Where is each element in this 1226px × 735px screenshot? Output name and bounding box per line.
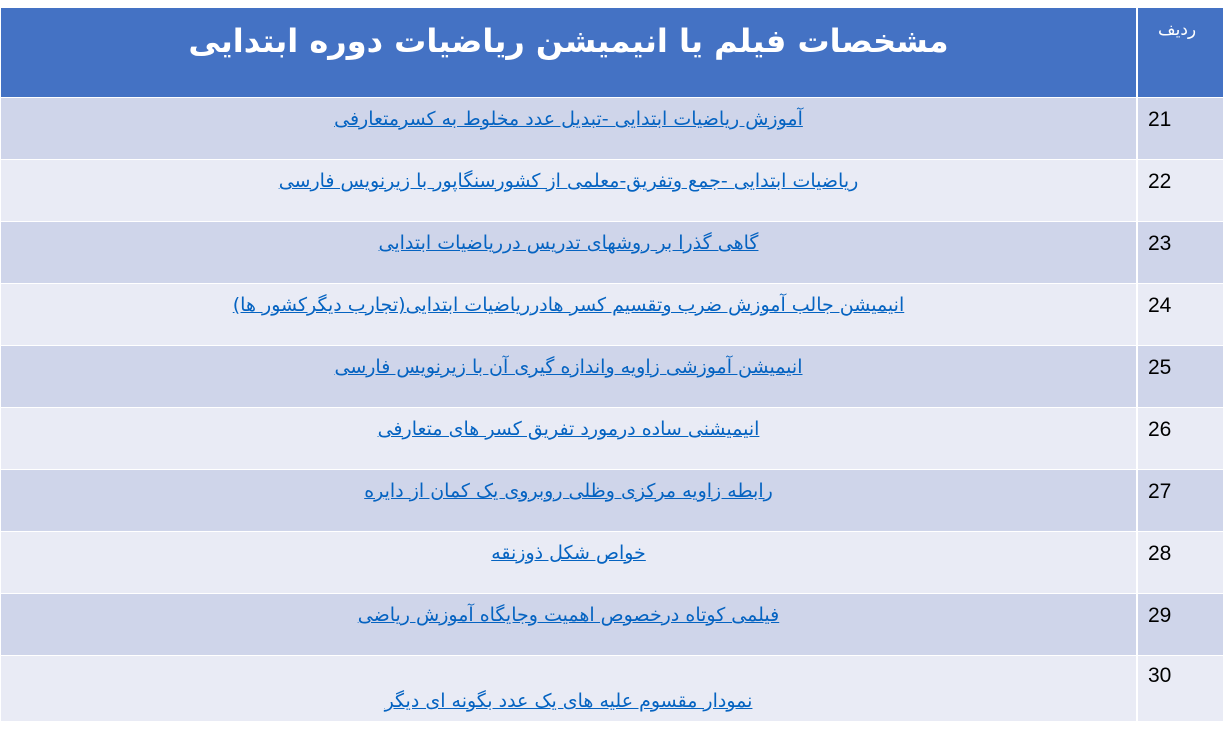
number-cell — [1138, 284, 1223, 345]
title-cell — [1, 98, 1138, 159]
number-cell — [1138, 656, 1223, 721]
title-cell — [1, 656, 1138, 721]
table-row — [1, 593, 1223, 655]
title-cell — [1, 346, 1138, 407]
number-cell — [1138, 470, 1223, 531]
table-header — [1, 8, 1223, 97]
number-cell — [1138, 408, 1223, 469]
row-number: 27 — [1148, 480, 1172, 503]
number-cell — [1138, 346, 1223, 407]
row-number: 22 — [1148, 170, 1172, 193]
video-link[interactable]: فیلمی کوتاه درخصوص اهمیت وجایگاه آموزش ریاضی — [357, 604, 780, 626]
table-row — [1, 159, 1223, 221]
table-title: مشخصات فیلم یا انیمیشن ریاضیات دوره ابتدایی — [188, 22, 949, 60]
row-number: 21 — [1148, 108, 1172, 131]
header-number-cell — [1138, 8, 1223, 97]
video-link[interactable]: نمودار مقسوم علیه های یک عدد بگونه ای دیگر — [384, 690, 753, 712]
table-row — [1, 655, 1223, 721]
title-cell — [1, 284, 1138, 345]
row-number: 24 — [1148, 294, 1172, 317]
table-row — [1, 407, 1223, 469]
title-cell — [1, 594, 1138, 655]
table-row — [1, 97, 1223, 159]
title-cell — [1, 470, 1138, 531]
number-cell — [1138, 98, 1223, 159]
video-link[interactable]: ریاضیات ابتدایی -جمع وتفریق-معلمی از کشورسنگاپور با زیرنویس فارسی — [278, 170, 859, 192]
title-cell — [1, 222, 1138, 283]
row-number-column-header: ردیف — [1158, 20, 1197, 40]
video-link[interactable]: انیمیشن جالب آموزش ضرب وتقسیم کسر هادرریاضیات ابتدایی(تجارب دیگرکشور ها) — [232, 294, 905, 316]
row-number: 30 — [1148, 664, 1172, 687]
table-row — [1, 345, 1223, 407]
number-cell — [1138, 160, 1223, 221]
row-number: 28 — [1148, 542, 1172, 565]
title-cell — [1, 160, 1138, 221]
row-number: 26 — [1148, 418, 1172, 441]
table-row — [1, 221, 1223, 283]
table-row — [1, 283, 1223, 345]
video-link[interactable]: گاهی گذرا بر روشهای تدریس درریاضیات ابتدایی — [378, 232, 759, 254]
video-link[interactable]: رابطه زاویه مرکزی وظلی روبروی یک کمان از دایره — [364, 480, 773, 502]
title-cell — [1, 408, 1138, 469]
number-cell — [1138, 594, 1223, 655]
title-cell — [1, 532, 1138, 593]
video-link[interactable]: انیمیشنی ساده درمورد تفریق کسر های متعارفی — [377, 418, 760, 440]
table-row — [1, 531, 1223, 593]
video-link[interactable]: خواص شکل ذوزنقه — [491, 542, 646, 564]
table-row — [1, 469, 1223, 531]
row-number: 25 — [1148, 356, 1172, 379]
video-list-table — [1, 8, 1223, 721]
header-title-cell — [1, 8, 1138, 97]
video-link[interactable]: انیمیشن آموزشی زاویه واندازه گیری آن با زیرنویس فارسی — [334, 356, 803, 378]
row-number: 23 — [1148, 232, 1172, 255]
video-link[interactable]: آموزش ریاضیات ابتدایی -تبدیل عدد مخلوط به کسرمتعارفی — [334, 108, 803, 130]
row-number: 29 — [1148, 604, 1172, 627]
number-cell — [1138, 532, 1223, 593]
number-cell — [1138, 222, 1223, 283]
